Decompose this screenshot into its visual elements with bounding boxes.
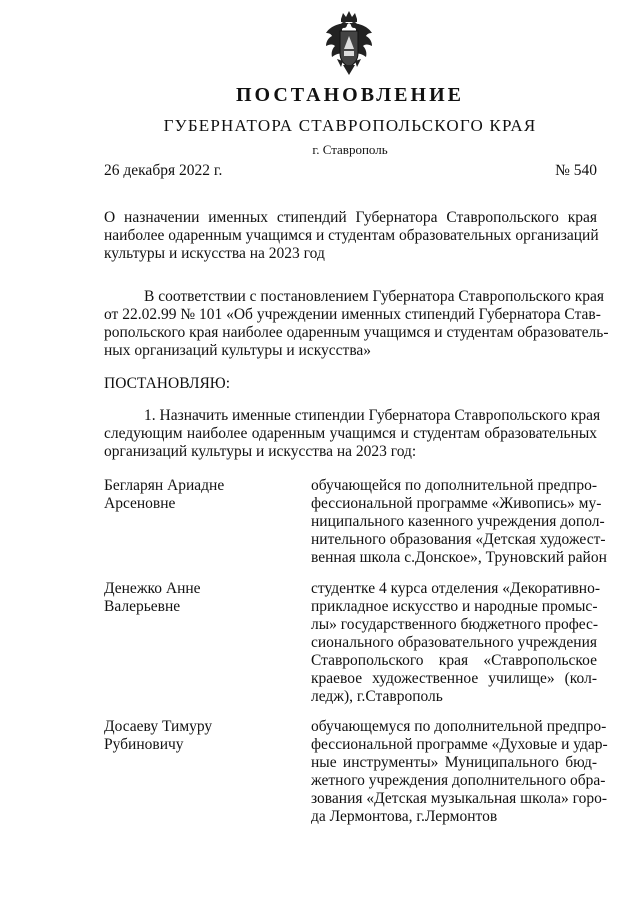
description-line: студентке 4 курса отделения «Декоративно- — [311, 580, 601, 597]
description-line: прикладное искусство и народные промыс- — [311, 598, 598, 615]
document-issuer: ГУБЕРНАТОРА СТАВРОПОЛЬСКОГО КРАЯ — [163, 116, 537, 135]
description-line: Ставропольского края «Ставропольское — [311, 652, 597, 669]
document-subject — [104, 209, 597, 263]
recipient-description — [311, 477, 607, 567]
document-number: № 540 — [555, 162, 597, 179]
decree-item-1 — [104, 407, 601, 461]
description-line: фессиональной программе «Живопись» му- — [311, 495, 602, 512]
subject-line: О назначении именных стипендий Губернатора Ставропольского края — [104, 209, 597, 226]
recipient-description — [311, 580, 601, 706]
recipient-name — [104, 718, 284, 754]
coat-of-arms-emblem — [323, 9, 375, 77]
description-line: краевое художественное училище» (кол- — [311, 670, 597, 687]
document-preamble — [104, 288, 609, 360]
description-line: венная школа с.Донское», Труновский район — [311, 549, 607, 566]
recipient-name-line: Валерьевне — [104, 598, 181, 615]
recipient-name — [104, 477, 284, 513]
item-line: 1. Назначить именные стипендии Губернатора Ставропольского края — [144, 407, 601, 424]
description-line: фессиональной программе «Духовые и удар- — [311, 736, 608, 753]
document-city: г. Ставрополь — [312, 142, 388, 157]
recipient-name-line: Рубиновичу — [104, 736, 184, 753]
item-line: организаций культуры и искусства на 2023 год: — [104, 443, 417, 460]
description-line: ледж), г.Ставрополь — [311, 688, 443, 705]
description-line: ниципального казенного учреждения допол- — [311, 513, 605, 530]
decree-word: ПОСТАНОВЛЯЮ: — [104, 375, 231, 392]
description-line: лы» государственного бюджетного профес- — [311, 616, 599, 633]
item-line: следующим наиболее одаренным учащимся и студентам образовательных — [104, 425, 597, 442]
description-line: обучающейся по дополнительной предпро- — [311, 477, 598, 494]
recipient-name-line: Денежко Анне — [104, 580, 201, 597]
recipient-description — [311, 718, 608, 826]
recipient-name-line: Досаеву Тимуру — [104, 718, 213, 735]
description-line: сионального образовательного учреждения — [311, 634, 597, 651]
recipient-name-line: Бегларян Ариадне — [104, 477, 225, 494]
description-line: зования «Детская музыкальная школа» горо- — [311, 790, 608, 807]
subject-line: наиболее одаренным учащимся и студентам образовательных организаций — [104, 227, 599, 244]
recipient-name-line: Арсеновне — [104, 495, 176, 512]
preamble-line: от 22.02.99 № 101 «Об учреждении именных стипендий Губернатора Став- — [104, 306, 601, 323]
description-line: да Лермонтова, г.Лермонтов — [311, 808, 498, 825]
document-title: ПОСТАНОВЛЕНИЕ — [236, 84, 464, 106]
preamble-line: В соответствии с постановлением Губернатора Ставропольского края — [144, 288, 605, 305]
recipient-name — [104, 580, 284, 616]
document-date: 26 декабря 2022 г. — [104, 162, 223, 179]
description-line: обучающемуся по дополнительной предпро- — [311, 718, 607, 735]
description-line: жетного учреждения дополнительного обра- — [311, 772, 606, 789]
preamble-line: ропольского края наиболее одаренным учащимся и студентам образователь- — [104, 324, 609, 341]
subject-line: культуры и искусства на 2023 год — [104, 245, 325, 262]
preamble-line: ных организаций культуры и искусства» — [104, 342, 372, 359]
description-line: нительного образования «Детская художест- — [311, 531, 606, 548]
description-line: ные инструменты» Муниципального бюд- — [311, 754, 597, 771]
